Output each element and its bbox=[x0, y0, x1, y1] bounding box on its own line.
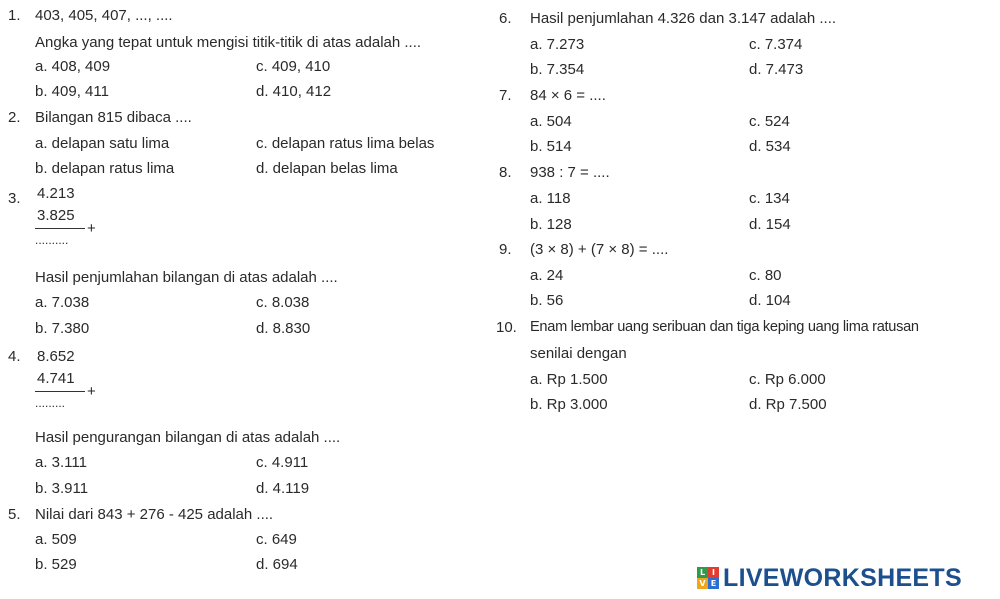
q10-text-line-2: senilai dengan bbox=[530, 345, 627, 362]
liveworksheets-mark-icon bbox=[697, 567, 719, 589]
q1-option-b[interactable]: b. 409, 411 bbox=[35, 83, 109, 100]
q1-option-c[interactable]: c. 409, 410 bbox=[256, 58, 331, 75]
q7-option-a[interactable]: a. 504 bbox=[530, 113, 572, 130]
q1-text: Angka yang tepat untuk mengisi titik-titik di atas adalah .... bbox=[35, 34, 422, 51]
q10-option-c[interactable]: c. Rp 6.000 bbox=[749, 371, 826, 388]
q1-option-a[interactable]: a. 408, 409 bbox=[35, 58, 111, 75]
q10-option-d[interactable]: d. Rp 7.500 bbox=[749, 396, 827, 413]
q5-text: Nilai dari 843 + 276 - 425 adalah .... bbox=[35, 506, 274, 523]
q3-sum-line bbox=[35, 228, 85, 229]
q7-text: 84 × 6 = .... bbox=[530, 87, 606, 104]
q8-text: 938 : 7 = .... bbox=[530, 164, 610, 181]
q4-text: Hasil pengurangan bilangan di atas adalah .... bbox=[35, 429, 341, 446]
q9-number: 9. bbox=[499, 241, 512, 258]
q10-option-a[interactable]: a. Rp 1.500 bbox=[530, 371, 608, 388]
q5-option-d[interactable]: d. 694 bbox=[256, 556, 298, 573]
q6-option-b[interactable]: b. 7.354 bbox=[530, 61, 585, 78]
q2-option-d[interactable]: d. delapan belas lima bbox=[256, 160, 398, 177]
q5-number: 5. bbox=[8, 506, 21, 523]
q3-text: Hasil penjumlahan bilangan di atas adalah .... bbox=[35, 269, 338, 286]
q3-option-a[interactable]: a. 7.038 bbox=[35, 294, 90, 311]
q10-text-line-1: Enam lembar uang seribuan dan tiga keping uang lima ratusan bbox=[530, 319, 919, 335]
q8-option-d[interactable]: d. 154 bbox=[749, 216, 791, 233]
q8-option-b[interactable]: b. 128 bbox=[530, 216, 572, 233]
logo-mark-letter-e: E bbox=[708, 578, 719, 589]
q7-option-b[interactable]: b. 514 bbox=[530, 138, 572, 155]
q10-number: 10. bbox=[496, 319, 517, 336]
q4-option-a[interactable]: a. 3.111 bbox=[35, 454, 87, 471]
q6-option-a[interactable]: a. 7.273 bbox=[530, 36, 585, 53]
q3-option-d[interactable]: d. 8.830 bbox=[256, 320, 311, 337]
q9-option-d[interactable]: d. 104 bbox=[749, 292, 791, 309]
q9-option-c[interactable]: c. 80 bbox=[749, 267, 782, 284]
q3-answer-dots: .......... bbox=[35, 233, 69, 247]
q4-operator: + bbox=[87, 383, 96, 400]
q6-option-c[interactable]: c. 7.374 bbox=[749, 36, 803, 53]
liveworksheets-wordmark: LIVEWORKSHEETS bbox=[723, 563, 962, 592]
q1-option-d[interactable]: d. 410, 412 bbox=[256, 83, 332, 100]
q2-option-a[interactable]: a. delapan satu lima bbox=[35, 135, 170, 152]
logo-mark-letter-l: L bbox=[697, 567, 708, 578]
q3-operator: + bbox=[87, 220, 96, 237]
q8-option-c[interactable]: c. 134 bbox=[749, 190, 790, 207]
q9-option-a[interactable]: a. 24 bbox=[530, 267, 564, 284]
q4-option-b[interactable]: b. 3.911 bbox=[35, 480, 89, 497]
q3-option-b[interactable]: b. 7.380 bbox=[35, 320, 90, 337]
q6-text: Hasil penjumlahan 4.326 dan 3.147 adalah .... bbox=[530, 10, 837, 27]
logo-mark-letter-v: V bbox=[697, 578, 708, 589]
q4-answer-dots: ......... bbox=[35, 396, 66, 410]
q4-option-d[interactable]: d. 4.119 bbox=[256, 480, 310, 497]
q4-option-c[interactable]: c. 4.911 bbox=[256, 454, 309, 471]
q8-option-a[interactable]: a. 118 bbox=[530, 190, 571, 207]
q7-option-d[interactable]: d. 534 bbox=[749, 138, 791, 155]
q8-number: 8. bbox=[499, 164, 512, 181]
q9-option-b[interactable]: b. 56 bbox=[530, 292, 564, 309]
q2-text: Bilangan 815 dibaca .... bbox=[35, 109, 192, 126]
q2-option-b[interactable]: b. delapan ratus lima bbox=[35, 160, 175, 177]
q5-option-a[interactable]: a. 509 bbox=[35, 531, 77, 548]
q4-operand-2: 4.741 bbox=[37, 370, 75, 387]
q3-number: 3. bbox=[8, 190, 21, 207]
q9-text: (3 × 8) + (7 × 8) = .... bbox=[530, 241, 669, 258]
q7-number: 7. bbox=[499, 87, 512, 104]
q5-option-b[interactable]: b. 529 bbox=[35, 556, 77, 573]
q1-number: 1. bbox=[8, 7, 21, 24]
q2-option-c[interactable]: c. delapan ratus lima belas bbox=[256, 135, 435, 152]
q7-option-c[interactable]: c. 524 bbox=[749, 113, 790, 130]
liveworksheets-logo bbox=[697, 565, 962, 591]
q4-number: 4. bbox=[8, 348, 21, 365]
q4-sum-line bbox=[35, 391, 85, 392]
q10-option-b[interactable]: b. Rp 3.000 bbox=[530, 396, 608, 413]
q3-option-c[interactable]: c. 8.038 bbox=[256, 294, 310, 311]
q3-operand-2: 3.825 bbox=[37, 207, 75, 224]
q3-operand-1: 4.213 bbox=[37, 185, 75, 202]
q5-option-c[interactable]: c. 649 bbox=[256, 531, 297, 548]
q1-sequence: 403, 405, 407, ..., .... bbox=[35, 7, 173, 24]
q4-operand-1: 8.652 bbox=[37, 348, 75, 365]
q2-number: 2. bbox=[8, 109, 21, 126]
q6-option-d[interactable]: d. 7.473 bbox=[749, 61, 804, 78]
q6-number: 6. bbox=[499, 10, 512, 27]
logo-mark-letter-i: I bbox=[708, 567, 719, 578]
